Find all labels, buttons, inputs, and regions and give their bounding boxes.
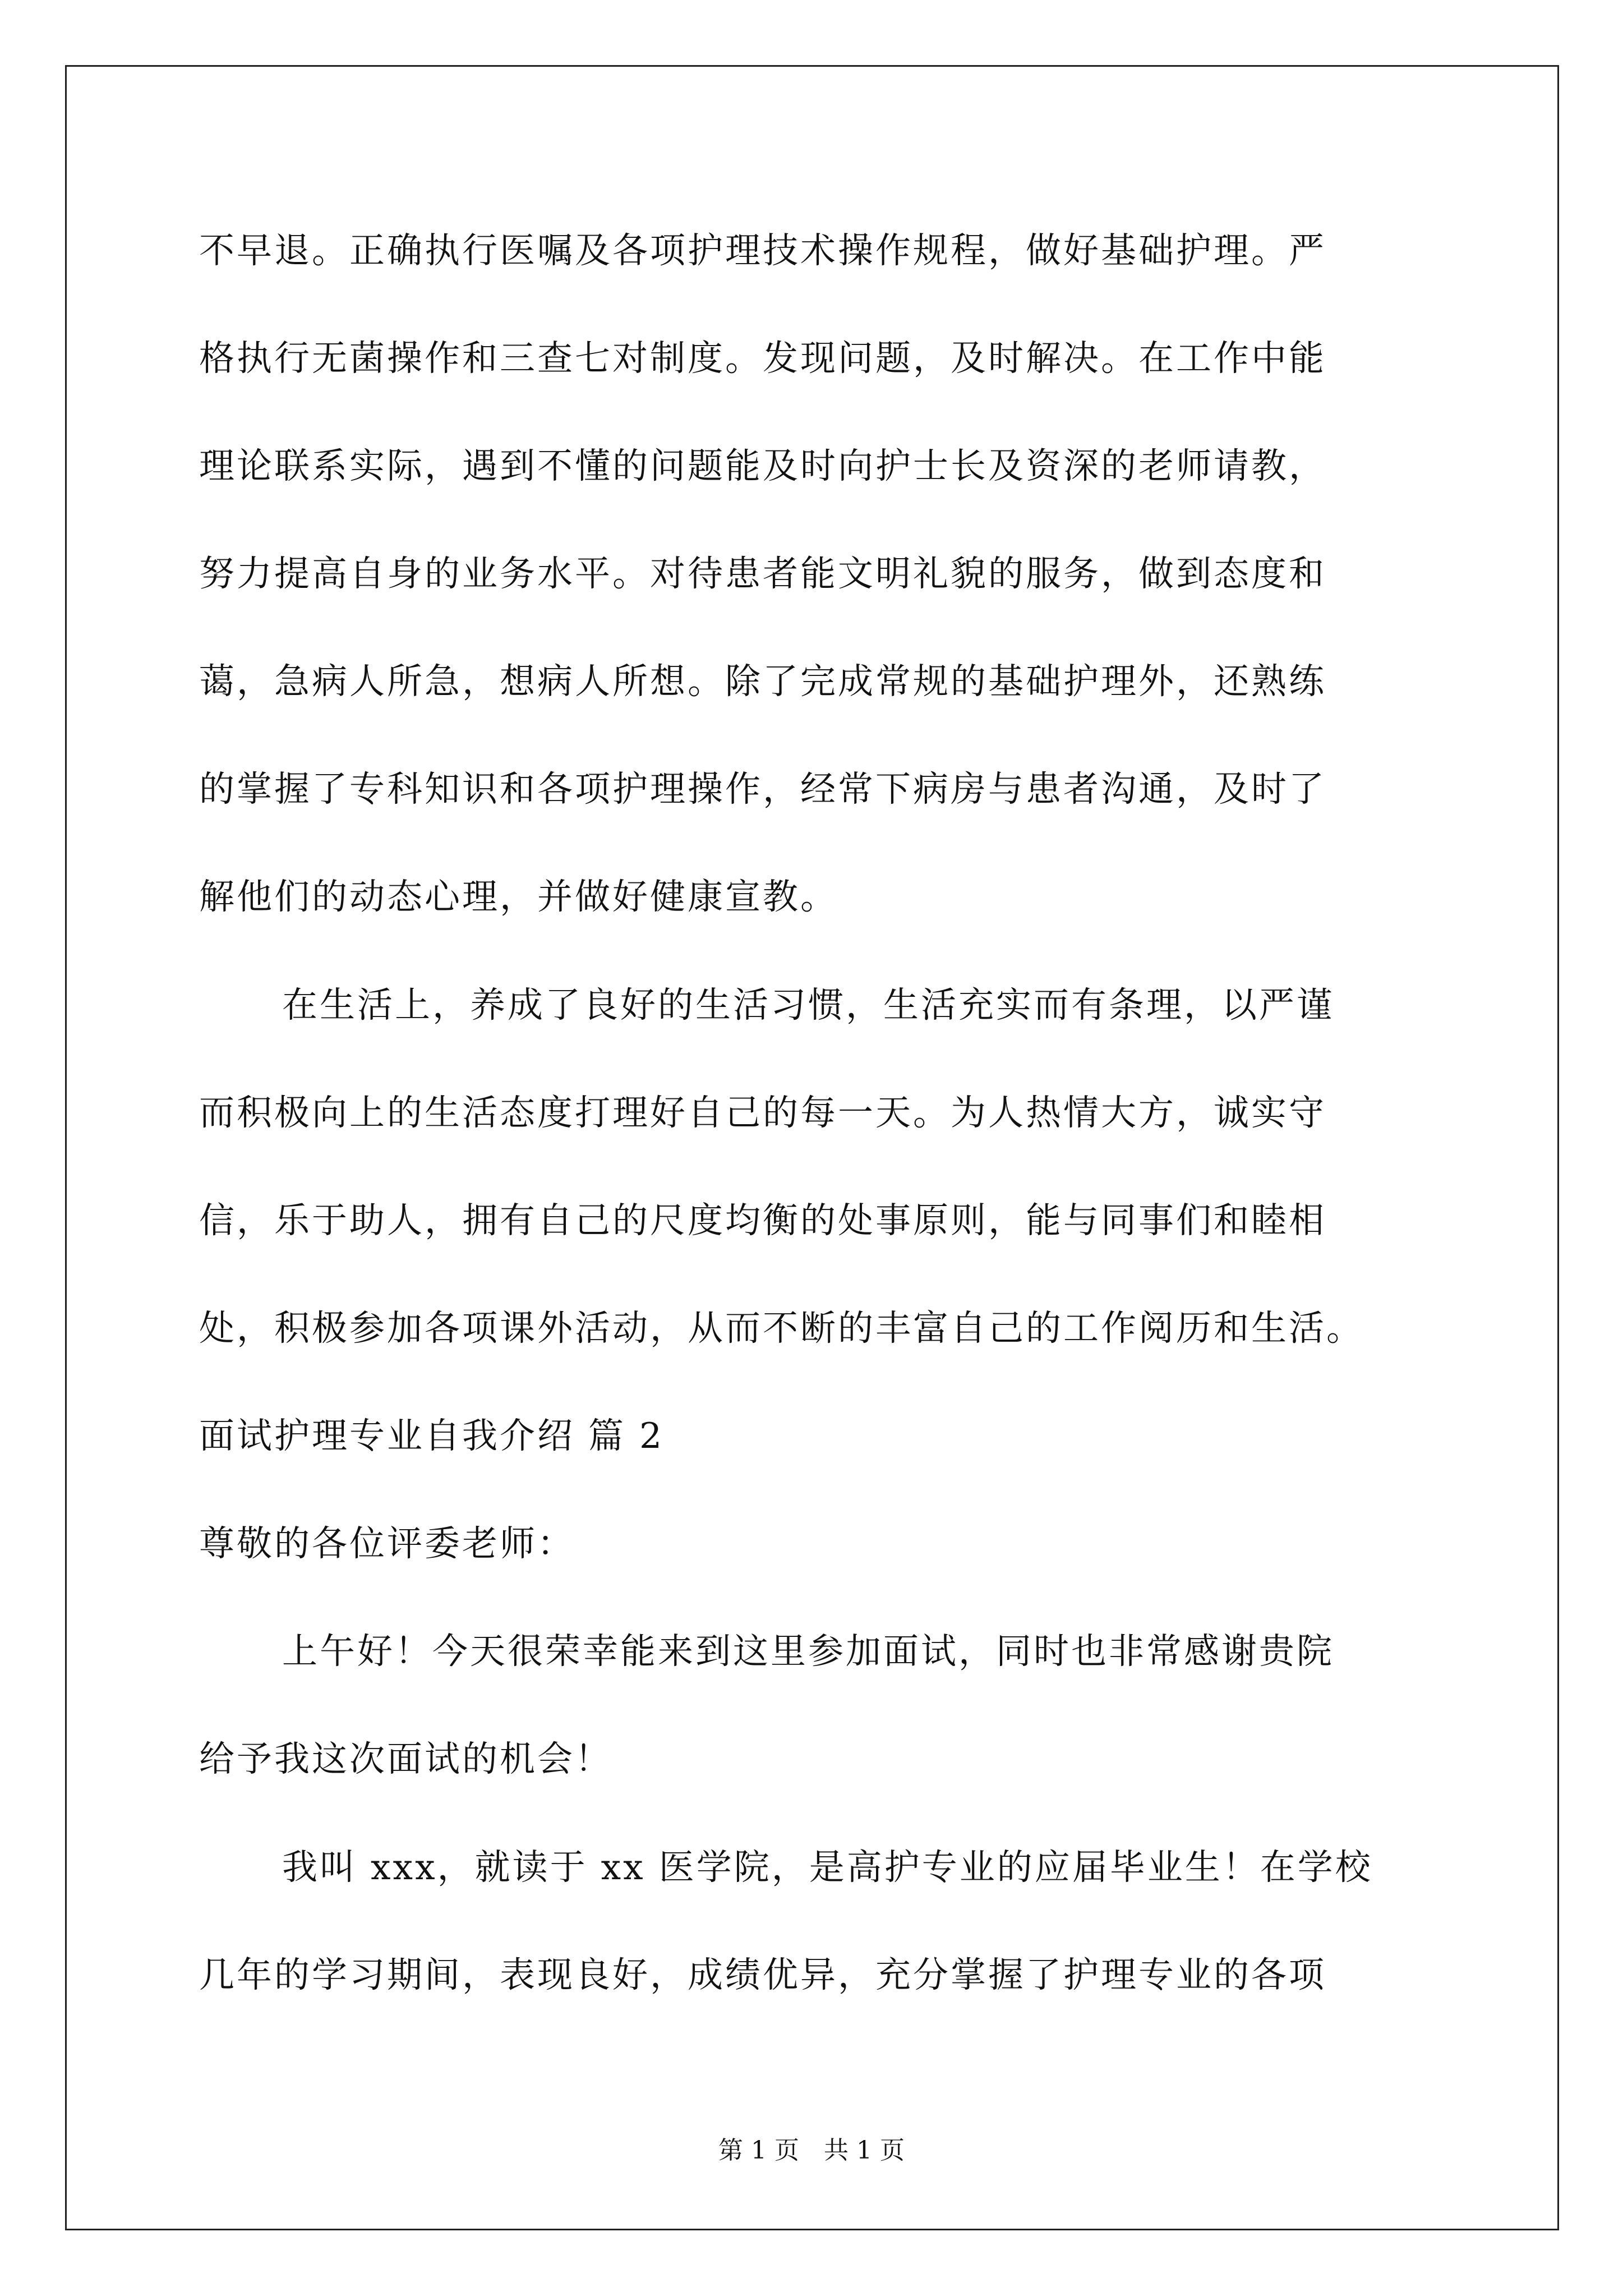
body-line: 解他们的动态心理，并做好健康宣教。: [199, 876, 838, 917]
body-line: 而积极向上的生活态度打理好自己的每一天。为人热情大方，诚实守: [199, 1092, 1326, 1133]
page-border: [65, 65, 1559, 2230]
body-line: 格执行无菌操作和三查七对制度。发现问题，及时解决。在工作中能: [199, 338, 1326, 379]
body-line: 给予我这次面试的机会！: [199, 1738, 612, 1779]
section-heading: 面试护理专业自我介绍 篇 2: [199, 1415, 665, 1456]
page-footer: 第 1 页 共 1 页: [718, 2136, 905, 2165]
body-line: 信，乐于助人，拥有自己的尺度均衡的处事原则，能与同事们和睦相: [199, 1200, 1326, 1241]
body-line: 处，积极参加各项课外活动，从而不断的丰富自己的工作阅历和生活。: [199, 1308, 1364, 1349]
body-line: 不早退。正确执行医嘱及各项护理技术操作规程，做好基础护理。严: [199, 230, 1326, 271]
body-line: 努力提高自身的业务水平。对待患者能文明礼貌的服务，做到态度和: [199, 553, 1326, 594]
body-line: 理论联系实际，遇到不懂的问题能及时向护士长及资深的老师请教，: [199, 445, 1326, 486]
body-line: 蔼，急病人所急，想病人所想。除了完成常规的基础护理外，还熟练: [199, 661, 1326, 702]
paragraph-first-line: 在生活上，养成了良好的生活习惯，生活充实而有条理，以严谨: [282, 984, 1334, 1025]
salutation: 尊敬的各位评委老师：: [199, 1523, 575, 1564]
paragraph-first-line: 上午好！今天很荣幸能来到这里参加面试，同时也非常感谢贵院: [282, 1631, 1334, 1672]
body-line: 的掌握了专科知识和各项护理操作，经常下病房与患者沟通，及时了: [199, 769, 1326, 809]
body-line: 几年的学习期间，表现良好，成绩优异，充分掌握了护理专业的各项: [199, 1954, 1326, 1995]
paragraph-first-line: 我叫 xxx，就读于 xx 医学院，是高护专业的应届毕业生！在学校: [282, 1847, 1373, 1888]
